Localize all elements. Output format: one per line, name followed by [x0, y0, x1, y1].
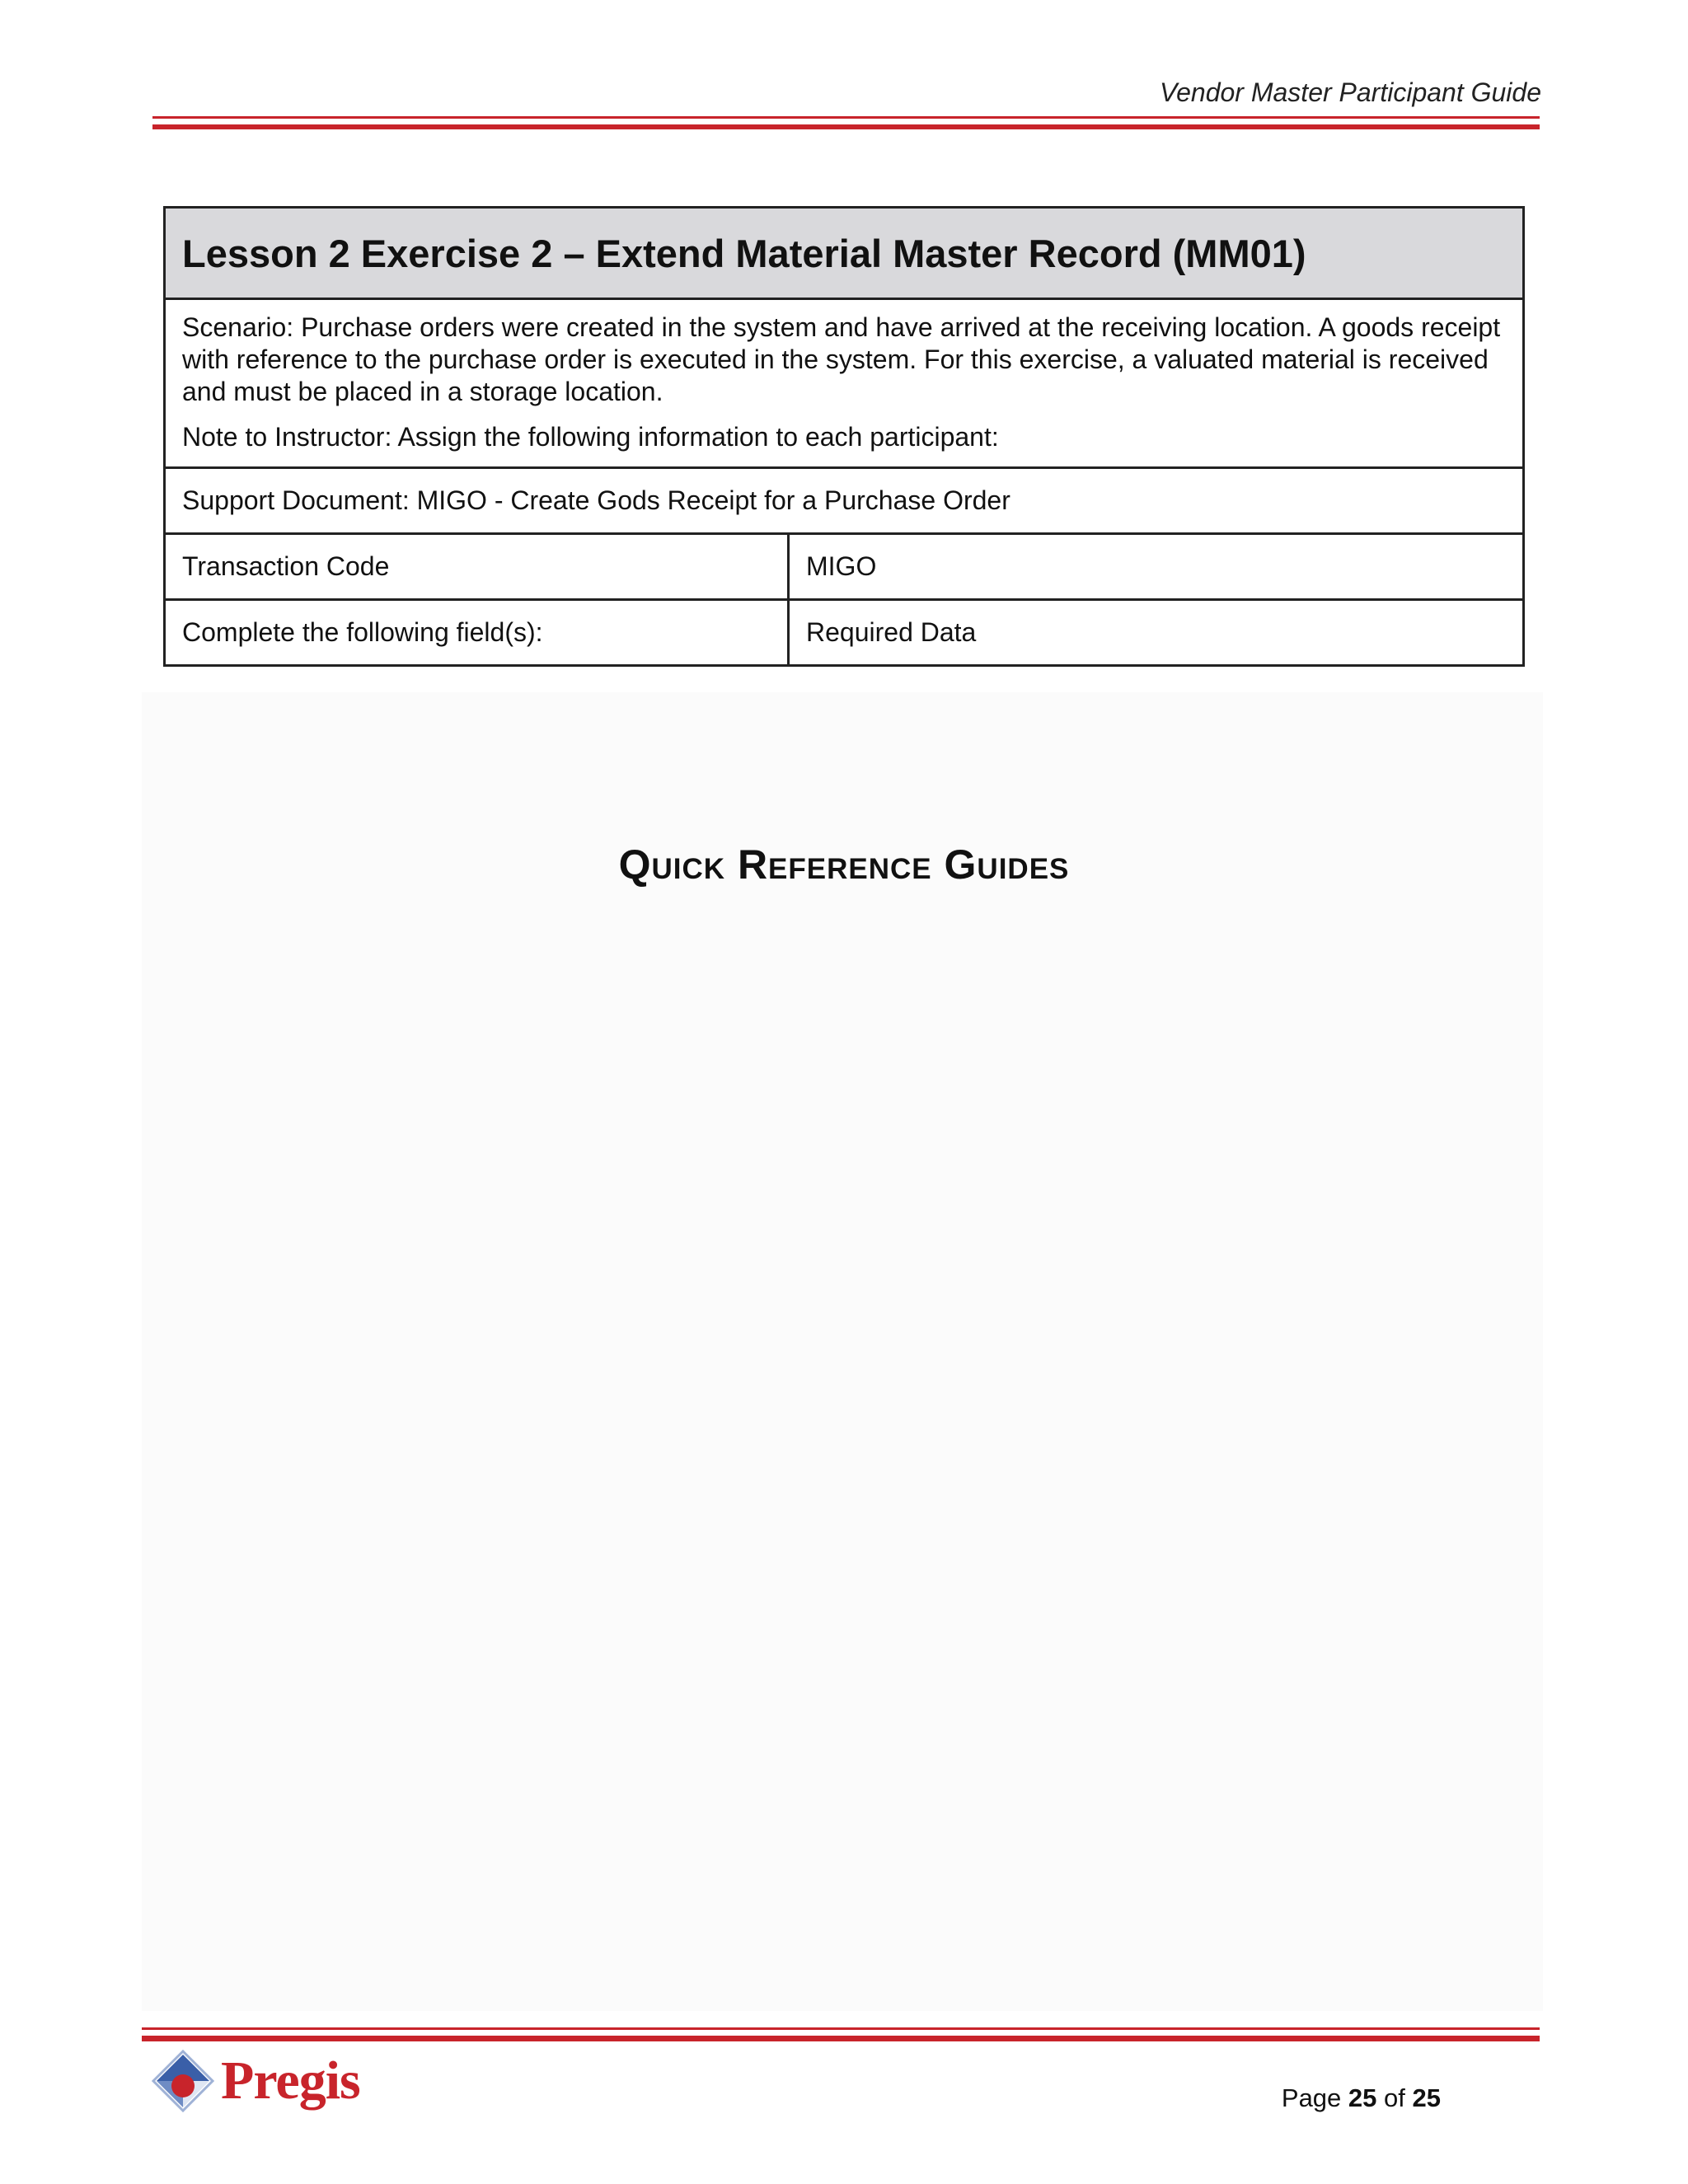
- page-prefix: Page: [1281, 2083, 1342, 2112]
- support-document-row: [166, 469, 1522, 535]
- logo-wordmark: Pregis: [221, 2050, 360, 2111]
- table-row: [166, 535, 1522, 601]
- support-document-text: Support Document: MIGO - Create Gods Receipt for a Purchase Order: [182, 485, 1010, 515]
- instructor-note: Note to Instructor: Assign the following information to each participant:: [182, 422, 999, 452]
- running-header-title: Vendor Master Participant Guide: [1159, 77, 1541, 107]
- header-rule-thin: [152, 116, 1540, 119]
- footer-rule-thin: [142, 2027, 1540, 2030]
- required-data-label: Required Data: [806, 617, 977, 647]
- scenario-cell: [166, 300, 1522, 469]
- transaction-code-label: Transaction Code: [166, 535, 790, 598]
- header-rule-thick: [152, 124, 1540, 129]
- page-number: [1282, 2083, 1441, 2113]
- page-background: [142, 692, 1543, 2011]
- table-row: [166, 601, 1522, 664]
- pregis-logo: [148, 2044, 360, 2118]
- section-heading: Quick Reference Guides: [618, 841, 1070, 888]
- lesson-title: Lesson 2 Exercise 2 – Extend Material Master Record (MM01): [166, 209, 1522, 300]
- transaction-code-value: MIGO: [806, 551, 877, 581]
- page-total: 25: [1412, 2083, 1441, 2112]
- footer-rule-thick: [142, 2036, 1540, 2041]
- fields-label: Complete the following field(s):: [166, 601, 790, 664]
- pregis-diamond-logo-icon: [148, 2046, 218, 2116]
- page-current: 25: [1348, 2083, 1377, 2112]
- page-of: of: [1384, 2083, 1405, 2112]
- scenario-text: Scenario: Purchase orders were created in the system and have arrived at the receiving location. A goods receipt with reference to the purchase order is executed in the system. For this exercise, a valuated material is received and must be placed in a storage location.: [182, 312, 1501, 406]
- lesson-exercise-table: [163, 206, 1525, 667]
